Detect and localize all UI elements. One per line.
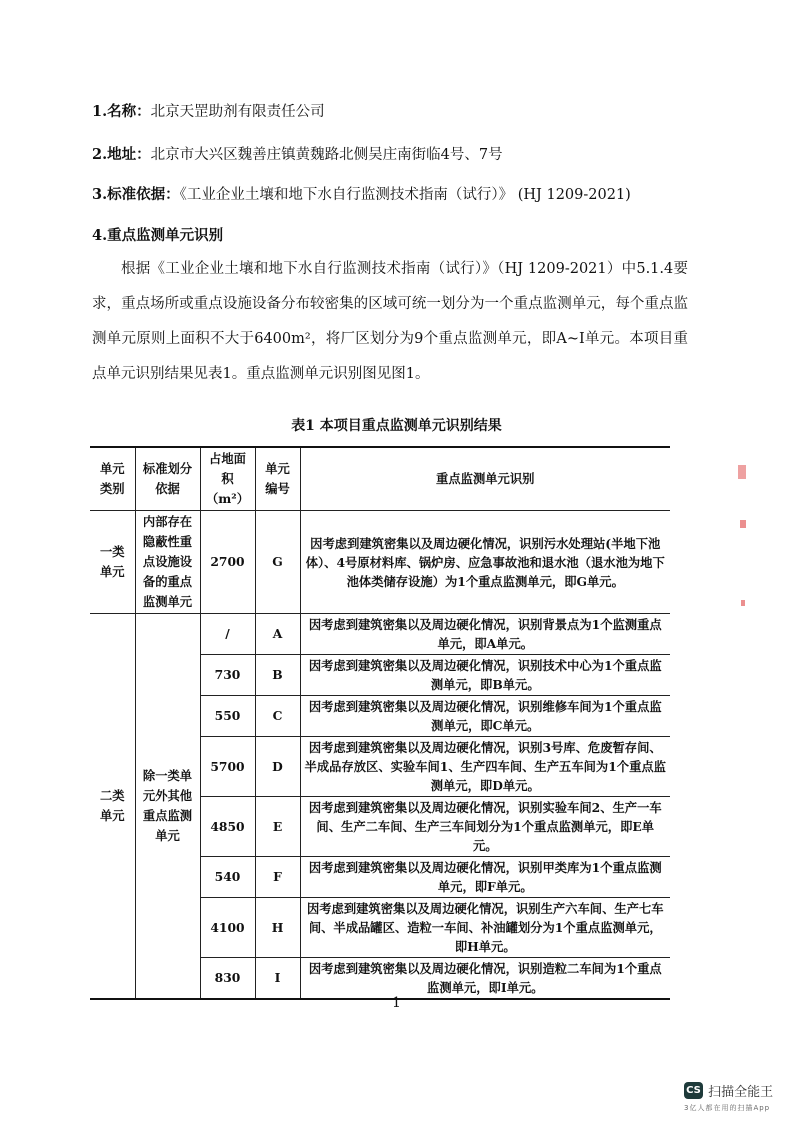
header-area: 占地面积（m²） — [200, 447, 255, 511]
id-cell: A — [255, 614, 300, 655]
scan-artifact — [740, 520, 746, 528]
table-row — [90, 511, 670, 614]
desc-cell: 因考虑到建筑密集以及周边硬化情况，识别实验车间2、生产一车间、生产二车间、生产三车间划分为1个重点监测单元，即E单元。 — [300, 797, 670, 857]
id-cell: G — [255, 511, 300, 614]
page-number: 1 — [392, 995, 401, 1011]
area-cell: 830 — [200, 958, 255, 1000]
desc-cell: 因考虑到建筑密集以及周边硬化情况，识别背景点为1个监测重点单元，即A单元。 — [300, 614, 670, 655]
id-cell: I — [255, 958, 300, 1000]
camscanner-watermark — [684, 1080, 773, 1113]
scan-artifact — [738, 465, 746, 479]
area-cell: 5700 — [200, 737, 255, 797]
id-cell: B — [255, 655, 300, 696]
area-cell: 2700 — [200, 511, 255, 614]
desc-cell: 因考虑到建筑密集以及周边硬化情况，识别维修车间为1个重点监测单元，即C单元。 — [300, 696, 670, 737]
table-header — [90, 447, 670, 511]
desc-cell: 因考虑到建筑密集以及周边硬化情况，识别3号库、危废暂存间、半成品存放区、实验车间1、生产四车间、生产五车间为1个重点监测单元，即D单元。 — [300, 737, 670, 797]
header-id: 单元编号 — [255, 447, 300, 511]
item-heading: 4.重点监测单元识别 — [92, 227, 224, 244]
area-cell: 550 — [200, 696, 255, 737]
desc-cell: 因考虑到建筑密集以及周边硬化情况，识别造粒二车间为1个重点监测单元，即I单元。 — [300, 958, 670, 1000]
desc-cell: 因考虑到建筑密集以及周边硬化情况，识别污水处理站(半地下池体）、4号原材料库、锅炉房、应急事故池和退水池（退水池为地下池体类储存设施）为1个重点监测单元，即G单元。 — [300, 511, 670, 614]
id-cell: F — [255, 857, 300, 898]
scan-artifact — [741, 600, 745, 606]
table-row — [90, 614, 670, 655]
watermark-name: 扫描全能王 — [708, 1085, 774, 1100]
basis-cell: 除一类单元外其他重点监测单元 — [135, 614, 200, 1000]
category-cell: 一类单元 — [90, 511, 135, 614]
id-cell: C — [255, 696, 300, 737]
id-cell: E — [255, 797, 300, 857]
area-cell: 4100 — [200, 898, 255, 958]
area-cell: 540 — [200, 857, 255, 898]
item-standard: 3.标准依据：《工业企业土壤和地下水自行监测技术指南（试行）》 (HJ 1209-2021) — [92, 186, 631, 203]
desc-cell: 因考虑到建筑密集以及周边硬化情况，识别甲类库为1个重点监测单元，即F单元。 — [300, 857, 670, 898]
id-cell: D — [255, 737, 300, 797]
header-category: 单元类别 — [90, 447, 135, 511]
units-table — [90, 446, 670, 1000]
camscanner-logo-icon: CS — [684, 1082, 703, 1099]
table-caption: 表1 本项目重点监测单元识别结果 — [291, 418, 502, 434]
basis-cell: 内部存在隐蔽性重点设施设备的重点监测单元 — [135, 511, 200, 614]
area-cell: 730 — [200, 655, 255, 696]
watermark-tagline: 3亿人都在用的扫描App — [684, 1104, 771, 1112]
body-paragraph: 根据《工业企业土壤和地下水自行监测技术指南（试行）》（HJ 1209-2021）中5.1.4要求，重点场所或重点设施设备分布较密集的区域可统一划分为一个重点监测单元，每个重点监测单元原则上面积不大于6400m²，将厂区划分为9个重点监测单元，即A~I单元。本项目重点单元识别结果见表1。重点监测单元识别图见图1。 — [92, 261, 688, 382]
id-cell: H — [255, 898, 300, 958]
category-cell: 二类单元 — [90, 614, 135, 1000]
header-basis: 标准划分依据 — [135, 447, 200, 511]
item-name: 1.名称：北京天罡助剂有限责任公司 — [92, 103, 325, 120]
area-cell: 4850 — [200, 797, 255, 857]
desc-cell: 因考虑到建筑密集以及周边硬化情况，识别技术中心为1个重点监测单元，即B单元。 — [300, 655, 670, 696]
area-cell: / — [200, 614, 255, 655]
header-desc: 重点监测单元识别 — [300, 447, 670, 511]
desc-cell: 因考虑到建筑密集以及周边硬化情况，识别生产六车间、生产七车间、半成品罐区、造粒一车间、补油罐划分为1个重点监测单元，即H单元。 — [300, 898, 670, 958]
item-address: 2.地址：北京市大兴区魏善庄镇黄魏路北侧吴庄南街临4号、7号 — [92, 146, 503, 163]
